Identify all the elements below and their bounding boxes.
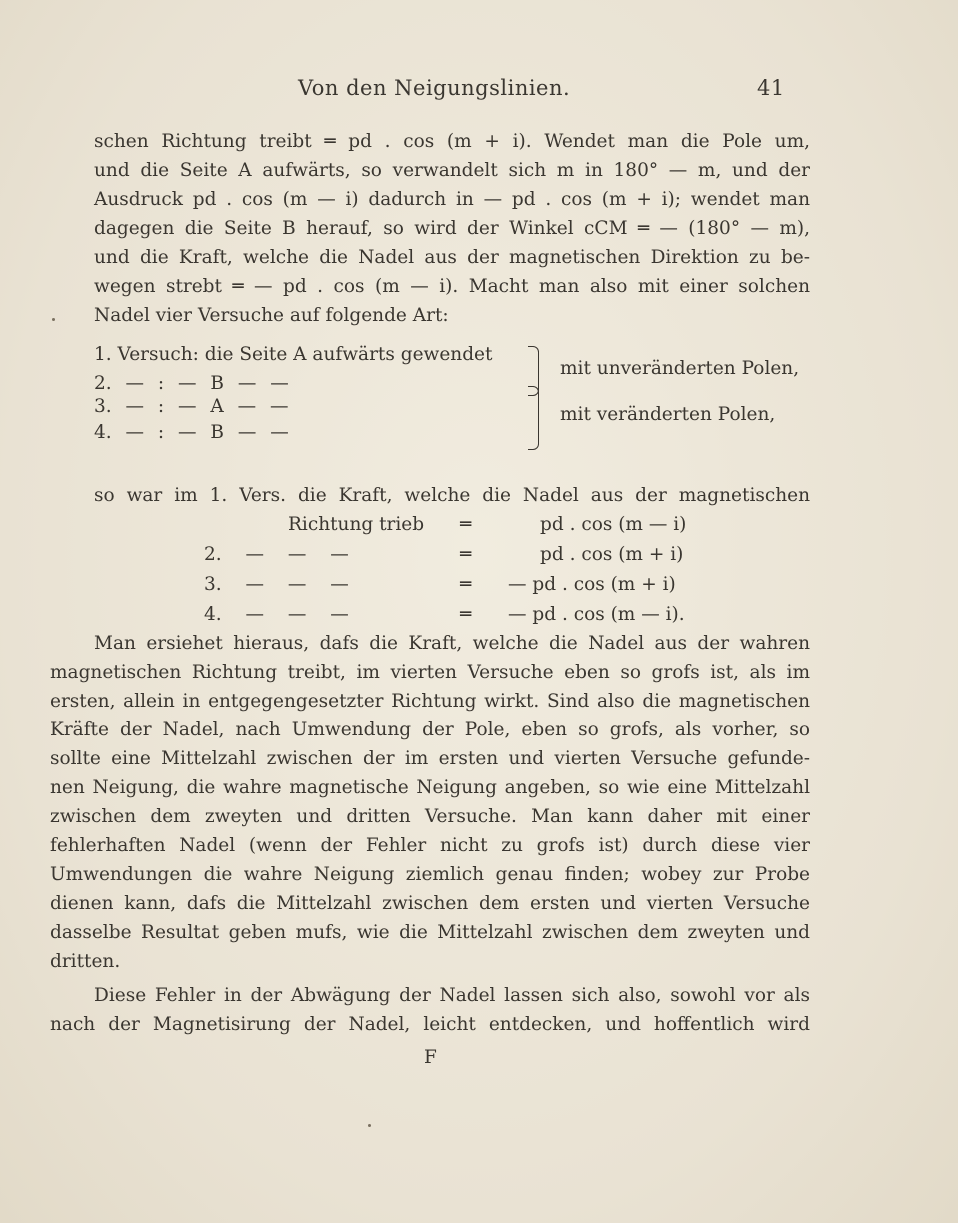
- text-line: Diese Fehler in der Abwägung der Nadel lassen sich also, sowohl vor als: [94, 985, 810, 1006]
- result-4-formula: — pd . cos (m — i).: [508, 604, 685, 625]
- equals-sign: ═: [460, 604, 472, 625]
- experiment-row-4: 4. — : — B — —: [94, 422, 289, 443]
- experiment-row-2: 2. — : — B — —: [94, 373, 289, 394]
- result-3-formula: — pd . cos (m + i): [508, 574, 676, 595]
- text-line: nach der Magnetisirung der Nadel, leicht entdecken, und hoffentlich wird: [50, 1014, 810, 1035]
- results-intro: so war im 1. Vers. die Kraft, welche die Nadel aus der magnetischen: [94, 485, 810, 506]
- experiment-row-1: 1. Versuch: die Seite A aufwärts gewendet: [94, 344, 493, 365]
- group-label-changed-poles: mit veränderten Polen,: [560, 404, 776, 425]
- text-line: schen Richtung treibt ═ pd . cos (m + i). Wendet man die Pole um,: [94, 131, 810, 152]
- result-2-formula: pd . cos (m + i): [540, 544, 684, 565]
- text-line: dienen kann, dafs die Mittelzahl zwischen dem ersten und vierten Versuche: [50, 893, 810, 914]
- text-line: dasselbe Resultat geben mufs, wie die Mittelzahl zwischen dem zweyten und: [50, 922, 810, 943]
- text-line: wegen strebt ═ — pd . cos (m — i). Macht man also mit einer solchen: [94, 276, 810, 297]
- text-line: zwischen dem zweyten und dritten Versuche. Man kann daher mit einer: [50, 806, 810, 827]
- equals-sign: ═: [460, 514, 472, 535]
- text-line: und die Kraft, welche die Nadel aus der magnetischen Direktion zu be-: [94, 247, 810, 268]
- text-line: sollte eine Mittelzahl zwischen der im ersten und vierten Versuche gefunde-: [50, 748, 810, 769]
- text-line: Ausdruck pd . cos (m — i) dadurch in — pd . cos (m + i); wendet man: [94, 189, 810, 210]
- result-1-formula: pd . cos (m — i): [540, 514, 687, 535]
- text-line: und die Seite A aufwärts, so verwandelt sich m in 180° — m, und der: [94, 160, 810, 181]
- page-number: 41: [757, 76, 785, 100]
- page-title: Von den Neigungslinien.: [298, 76, 571, 100]
- result-2-label: 2. — — —: [204, 544, 349, 565]
- result-1-label: Richtung trieb: [288, 514, 425, 535]
- equals-sign: ═: [460, 544, 472, 565]
- text-line: ersten, allein in entgegengesetzter Richtung wirkt. Sind also die magnetischen: [50, 691, 810, 712]
- ink-speck: [368, 1124, 371, 1127]
- text-line: Umwendungen die wahre Neigung ziemlich genau finden; wobey zur Probe: [50, 864, 810, 885]
- signature-mark: F: [424, 1047, 437, 1068]
- brace-group-2: [528, 386, 539, 450]
- running-header: [0, 76, 958, 106]
- text-line: magnetischen Richtung treibt, im vierten Versuche eben so grofs ist, als im: [50, 662, 810, 683]
- result-4-label: 4. — — —: [204, 604, 349, 625]
- text-line: dagegen die Seite B herauf, so wird der Winkel cCM ═ — (180° — m),: [94, 218, 810, 239]
- result-3-label: 3. — — —: [204, 574, 349, 595]
- experiment-row-3: 3. — : — A — —: [94, 396, 289, 417]
- text-line: Kräfte der Nadel, nach Umwendung der Pole, eben so grofs, als vorher, so: [50, 719, 810, 740]
- group-label-unchanged-poles: mit unveränderten Polen,: [560, 358, 800, 379]
- text-line: Man ersiehet hieraus, dafs die Kraft, welche die Nadel aus der wahren: [94, 633, 810, 654]
- text-line: nen Neigung, die wahre magnetische Neigung angeben, so wie eine Mittelzahl: [50, 777, 810, 798]
- text-line: Nadel vier Versuche auf folgende Art:: [94, 305, 449, 326]
- ink-speck: [52, 318, 55, 321]
- text-line: fehlerhaften Nadel (wenn der Fehler nicht zu grofs ist) durch diese vier: [50, 835, 810, 856]
- equals-sign: ═: [460, 574, 472, 595]
- text-line: dritten.: [50, 951, 121, 972]
